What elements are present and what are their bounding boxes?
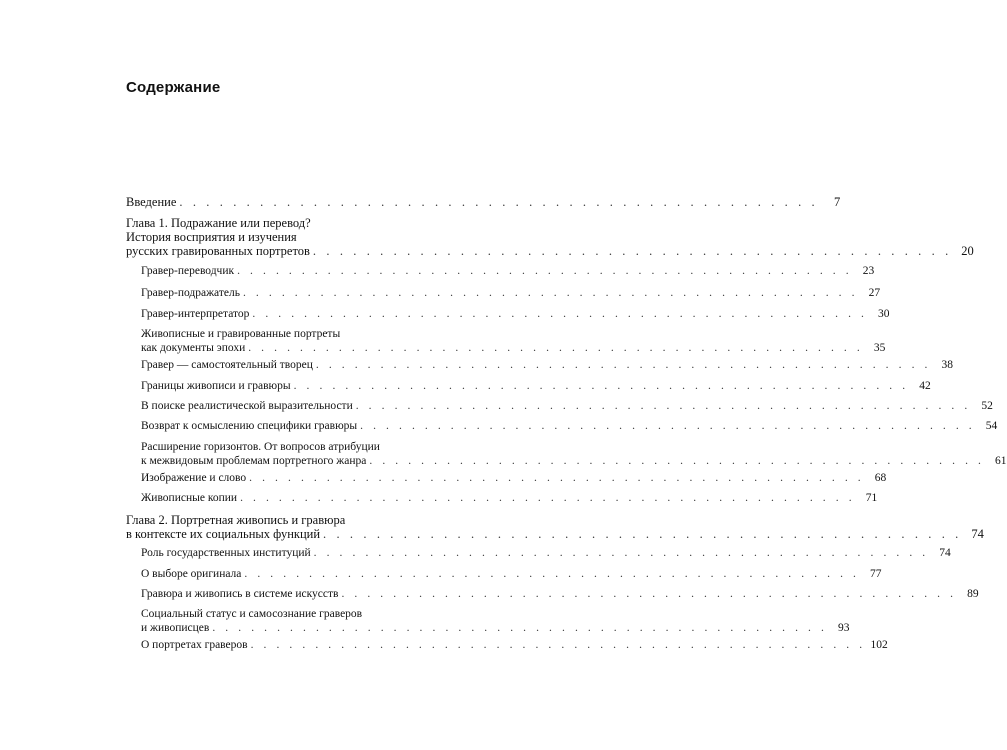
toc-leader-dots: . . . . . . . . . . . . . . . . . . . . . . . . . . . . . . . . . . . . . . . . . . . . . . . . [179,195,819,209]
toc-entry-section[interactable] [141,379,931,393]
toc-entry-title-line: русских гравированных портретов [126,244,310,258]
toc-entry-title: Гравер-подражатель [141,287,240,299]
toc-entry-title: Границы живописи и гравюры [141,380,291,392]
toc-entry-title: О выборе оригинала [141,568,242,580]
toc-entry-title: О портретах граверов [141,639,248,651]
toc-page-number: 54 [985,420,998,432]
toc-entry-title-line: Расширение горизонтов. От вопросов атрибуции [141,441,380,453]
toc-entry-title: Гравер — самостоятельный творец [141,359,313,371]
toc-entry-title-line: Глава 2. Портретная живопись и гравюра [126,513,346,527]
toc-leader-dots: . . . . . . . . . . . . . . . . . . . . . . . . . . . . . . . . . . . . . . . . . . . . . . . . [323,527,962,541]
toc-entry-title-line: в контексте их социальных функций [126,527,321,541]
toc-page-number: 52 [981,400,993,412]
toc-leader-dots: . . . . . . . . . . . . . . . . . . . . . . . . . . . . . . . . . . . . . . . . . . . . . . . . [315,359,931,371]
toc-page-number: 74 [971,527,984,541]
toc-entry-section[interactable] [141,399,993,413]
toc-entry-section[interactable] [141,546,951,560]
toc-entry-title: Гравер-интерпретатор [141,308,250,320]
toc-page-number: 38 [941,359,953,371]
toc-entry-title-line: Живописные и гравированные портреты [141,328,341,340]
toc-page-number: 7 [834,195,841,209]
toc-leader-dots: . . . . . . . . . . . . . . . . . . . . . . . . . . . . . . . . . . . . . . . . . . . . . . . . [369,455,985,467]
toc-entry-section[interactable] [141,638,888,652]
toc-leader-dots: . . . . . . . . . . . . . . . . . . . . . . . . . . . . . . . . . . . . . . . . . . . . . . . . [240,492,856,504]
toc-leader-dots: . . . . . . . . . . . . . . . . . . . . . . . . . . . . . . . . . . . . . . . . . . . . . . . . [252,308,868,320]
toc-entry-title-line: и живописцев [141,622,210,634]
toc-entry-chapter-1[interactable] [126,216,974,258]
toc-page-number: 61 [995,455,1007,467]
toc-entry-title: Возврат к осмыслению специфики гравюры [141,420,358,432]
toc-page-number: 23 [862,265,875,277]
toc-entry-section[interactable] [141,264,875,278]
toc-entry-title: Гравер-переводчик [141,265,235,277]
toc-page-number: 42 [919,380,931,392]
toc-leader-dots: . . . . . . . . . . . . . . . . . . . . . . . . . . . . . . . . . . . . . . . . . . . . . . . . [293,380,909,392]
toc-entry-title: Роль государственных институций [141,547,311,559]
toc-entry-title: Гравюра и живопись в системе искусств [141,588,339,600]
toc-entry-section[interactable] [141,419,998,433]
toc-page-number: 89 [967,588,979,600]
toc-entry-section[interactable] [141,327,886,355]
toc-page-number: 27 [868,287,881,299]
toc-leader-dots: . . . . . . . . . . . . . . . . . . . . . . . . . . . . . . . . . . . . . . . . . . . . . . . . [249,472,865,484]
toc-leader-dots: . . . . . . . . . . . . . . . . . . . . . . . . . . . . . . . . . . . . . . . . . . . . . . . . [360,420,976,432]
toc-leader-dots: . . . . . . . . . . . . . . . . . . . . . . . . . . . . . . . . . . . . . . . . . . . . . . . . [237,265,853,277]
toc-entry-section[interactable] [141,587,979,601]
toc-leader-dots: . . . . . . . . . . . . . . . . . . . . . . . . . . . . . . . . . . . . . . . . . . . . . . . . [212,622,828,634]
toc-entry-title-line: как документы эпохи [141,342,246,354]
toc-entry-section[interactable] [141,567,882,581]
toc-page-number: 35 [873,342,886,354]
toc-leader-dots: . . . . . . . . . . . . . . . . . . . . . . . . . . . . . . . . . . . . . . . . . . . . . . . . [242,287,859,299]
toc-page-number: 20 [961,244,974,258]
toc-entry-section[interactable] [141,286,881,300]
toc-entry-section[interactable] [141,307,890,321]
toc-entry-title: Изображение и слово [141,472,247,484]
toc-entry-section[interactable] [141,358,953,372]
toc-leader-dots: . . . . . . . . . . . . . . . . . . . . . . . . . . . . . . . . . . . . . . . . . . . . . . . . [250,639,866,651]
toc-page-number: 30 [878,308,890,320]
toc-leader-dots: . . . . . . . . . . . . . . . . . . . . . . . . . . . . . . . . . . . . . . . . . . . . . . . . [313,547,929,559]
toc-leader-dots: . . . . . . . . . . . . . . . . . . . . . . . . . . . . . . . . . . . . . . . . . . . . . . . . [244,568,860,580]
toc-leader-dots: . . . . . . . . . . . . . . . . . . . . . . . . . . . . . . . . . . . . . . . . . . . . . . . . [341,588,957,600]
toc-leader-dots: . . . . . . . . . . . . . . . . . . . . . . . . . . . . . . . . . . . . . . . . . . . . . . . . [312,244,952,258]
toc-entry-title: Живописные копии [141,492,238,504]
toc-leader-dots: . . . . . . . . . . . . . . . . . . . . . . . . . . . . . . . . . . . . . . . . . . . . . . . . [355,400,971,412]
toc-entry-section[interactable] [141,440,1007,468]
toc-entry-introduction[interactable] [126,195,841,209]
toc-entry-chapter-2[interactable] [126,513,984,541]
toc-entry-title: Введение [126,195,177,209]
toc-page-number: 71 [865,492,878,504]
toc-page-number: 74 [939,547,951,559]
toc-entry-title-line: История восприятия и изучения [126,230,297,244]
toc-page-number: 68 [874,472,887,484]
page-title: Содержание [126,79,221,96]
toc-entry-title-line: к межвидовым проблемам портретного жанра [141,455,367,467]
toc-leader-dots: . . . . . . . . . . . . . . . . . . . . . . . . . . . . . . . . . . . . . . . . . . . . . . . . [248,342,864,354]
toc-entry-section[interactable] [141,491,878,505]
toc-page-number: 77 [870,568,882,580]
toc-entry-section[interactable] [141,471,887,485]
toc-entry-title-line: Социальный статус и самосознание граверов [141,608,363,620]
toc-page-number: 93 [837,622,850,634]
toc-entry-title-line: Глава 1. Подражание или перевод? [126,216,311,230]
toc-entry-section[interactable] [141,607,850,635]
toc-entry-title: В поиске реалистической выразительности [141,400,353,412]
toc-page-number: 102 [870,639,888,651]
